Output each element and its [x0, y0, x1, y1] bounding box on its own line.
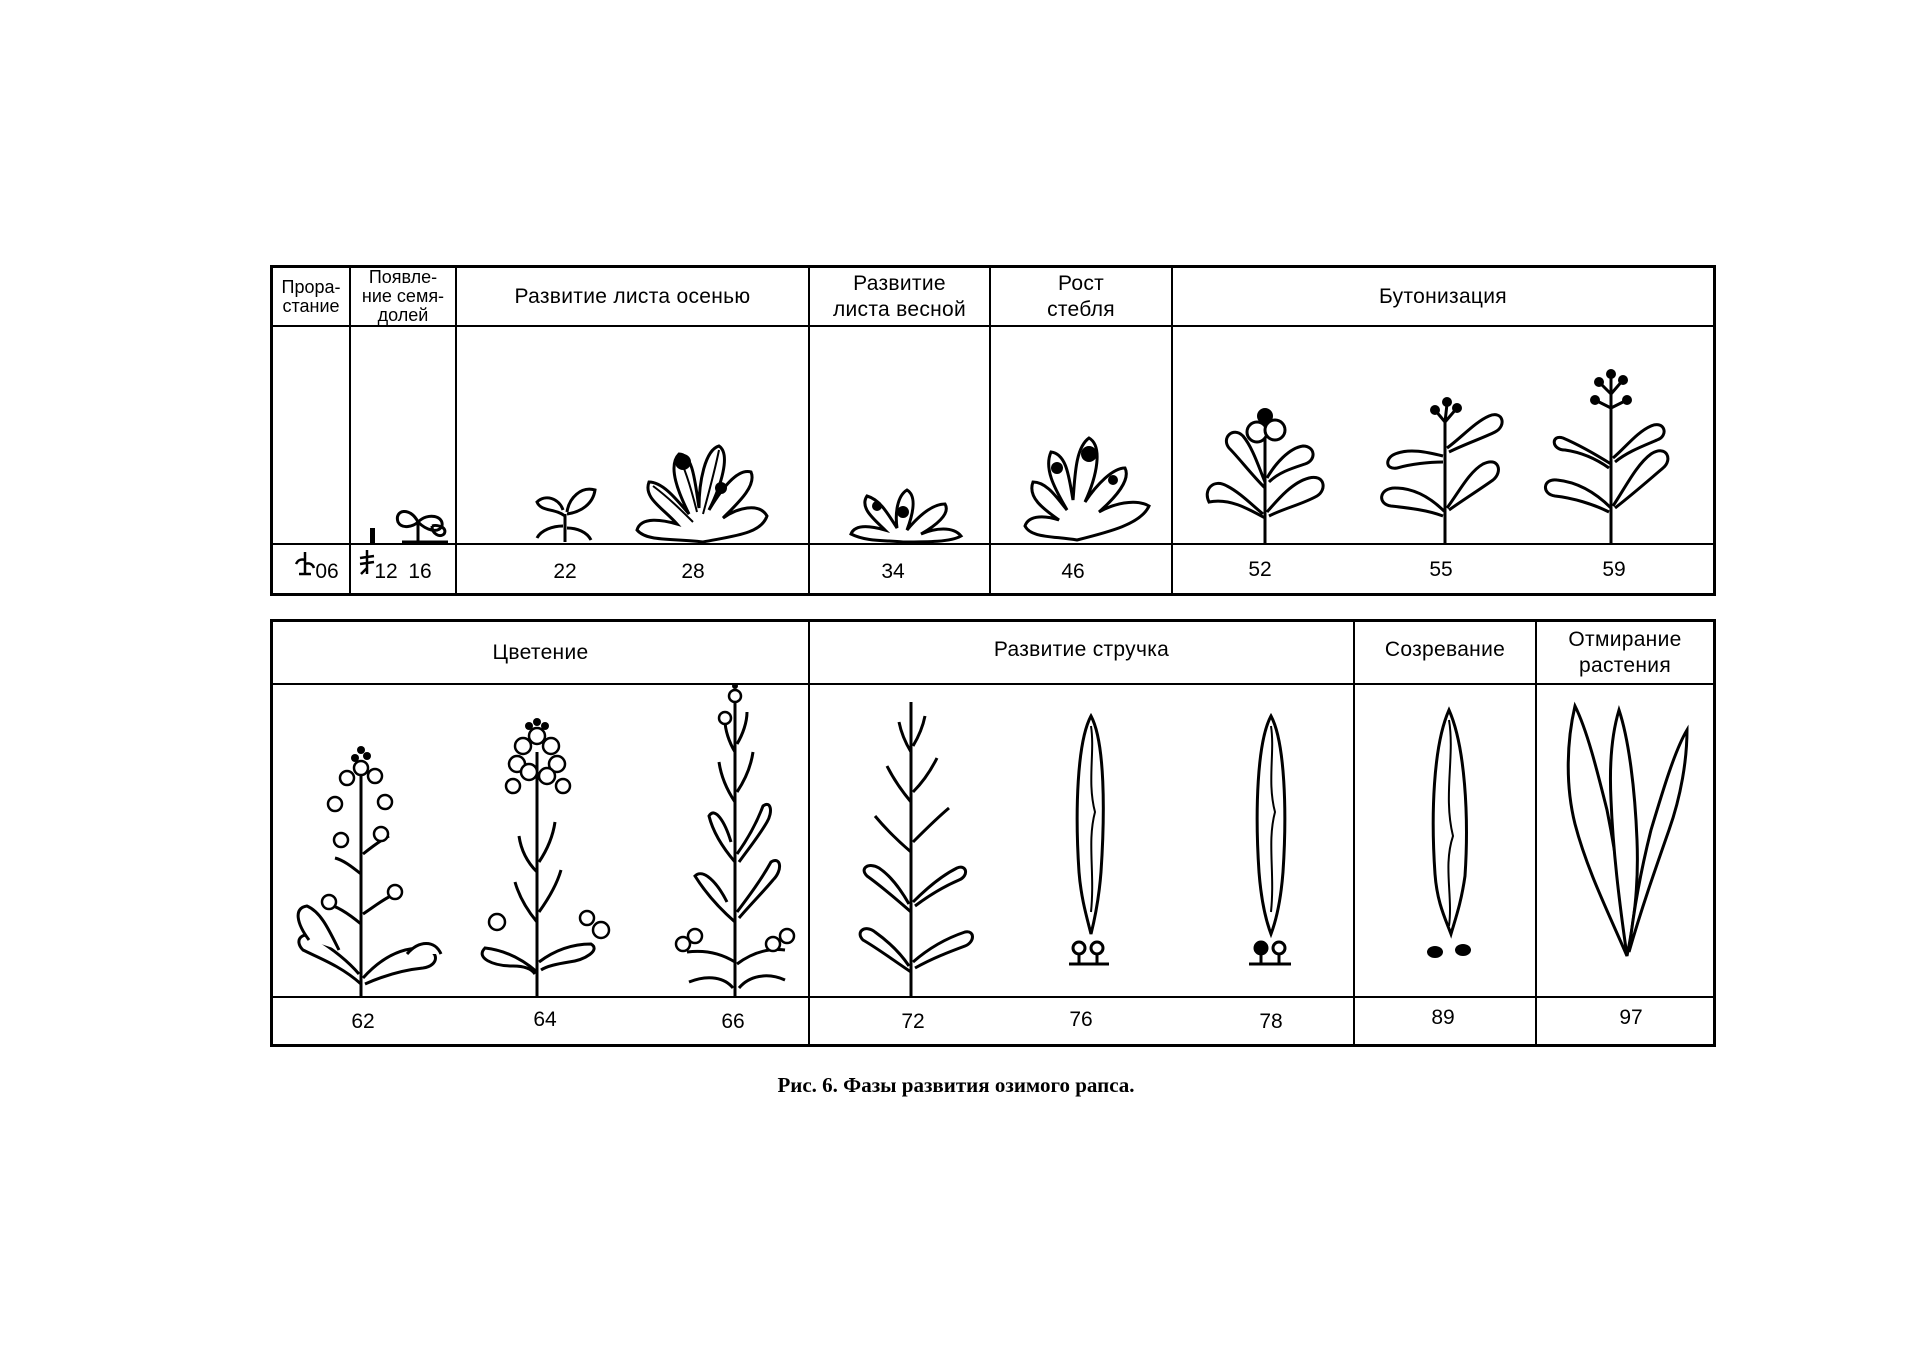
column-divider [1535, 622, 1537, 1044]
young-leaf-rosette-icon [533, 482, 603, 544]
stage-code: 52 [1248, 558, 1272, 581]
stage-header-budding: Бутонизация [1379, 284, 1507, 308]
stem-growth-plant-icon [1017, 428, 1153, 542]
stage-header-stem-growth: Рост стебля [1047, 272, 1115, 321]
header-divider [273, 683, 1713, 685]
seed-stalk-icon [367, 528, 379, 544]
stage-code: 34 [881, 560, 905, 583]
stage-code: 59 [1602, 558, 1626, 581]
stage-header-flowering: Цветение [492, 640, 589, 664]
flowering-plant-66-icon [669, 682, 801, 998]
budding-plant-52-icon [1199, 398, 1333, 546]
cotyledon-seedling-icon [388, 496, 452, 544]
stage-header-cotyledons: Появле- ние семя- долей [361, 267, 445, 325]
stage-header-spring-leaf: Развитие листа весной [832, 272, 967, 321]
stage-code: 46 [1061, 560, 1085, 583]
dead-pod-valves-97-icon [1563, 700, 1693, 960]
stage-header-autumn-leaf: Развитие листа осенью [514, 284, 751, 308]
stage-code: 89 [1431, 1006, 1455, 1029]
stage-code: 55 [1429, 558, 1453, 581]
stage-code: 62 [351, 1010, 375, 1033]
stage-code: 72 [901, 1010, 925, 1033]
pod-78-icon [1241, 712, 1301, 968]
bottom-stage-table [270, 619, 1716, 1047]
stage-header-ripening: Созревание [1384, 637, 1506, 661]
stage-code: 12 [374, 560, 398, 583]
flowering-plant-64-icon [473, 712, 623, 998]
stage-code: 78 [1259, 1010, 1283, 1033]
stage-code: 97 [1619, 1006, 1643, 1029]
ripening-pod-89-icon [1413, 706, 1483, 968]
column-divider [808, 622, 810, 1044]
stage-header-pod-development: Развитие стручка [993, 637, 1170, 661]
stage-header-plant-dying: Отмирание растения [1568, 628, 1682, 677]
spring-leaf-rosette-icon [841, 482, 965, 544]
pod-76-icon [1061, 712, 1121, 968]
stage-code: 28 [681, 560, 705, 583]
seedling-sprout-icon [355, 548, 379, 578]
autumn-leaf-rosette-icon [633, 438, 773, 544]
budding-plant-59-icon [1537, 368, 1687, 546]
stage-code: 64 [533, 1008, 557, 1031]
pod-development-plant-72-icon [843, 692, 983, 998]
stage-code: 06 [315, 560, 339, 583]
budding-plant-55-icon [1365, 392, 1513, 546]
column-divider [1353, 622, 1355, 1044]
stage-code: 76 [1069, 1008, 1093, 1031]
header-divider [273, 325, 1713, 327]
stage-code: 16 [408, 560, 432, 583]
flowering-plant-62-icon [289, 744, 449, 998]
stage-code: 22 [553, 560, 577, 583]
figure-caption: Рис. 6. Фазы развития озимого рапса. [777, 1073, 1135, 1097]
germinating-seed-icon [293, 550, 317, 580]
stage-header-germination: Прора- стание [281, 276, 341, 316]
top-stage-table [270, 265, 1716, 596]
stage-code: 66 [721, 1010, 745, 1033]
